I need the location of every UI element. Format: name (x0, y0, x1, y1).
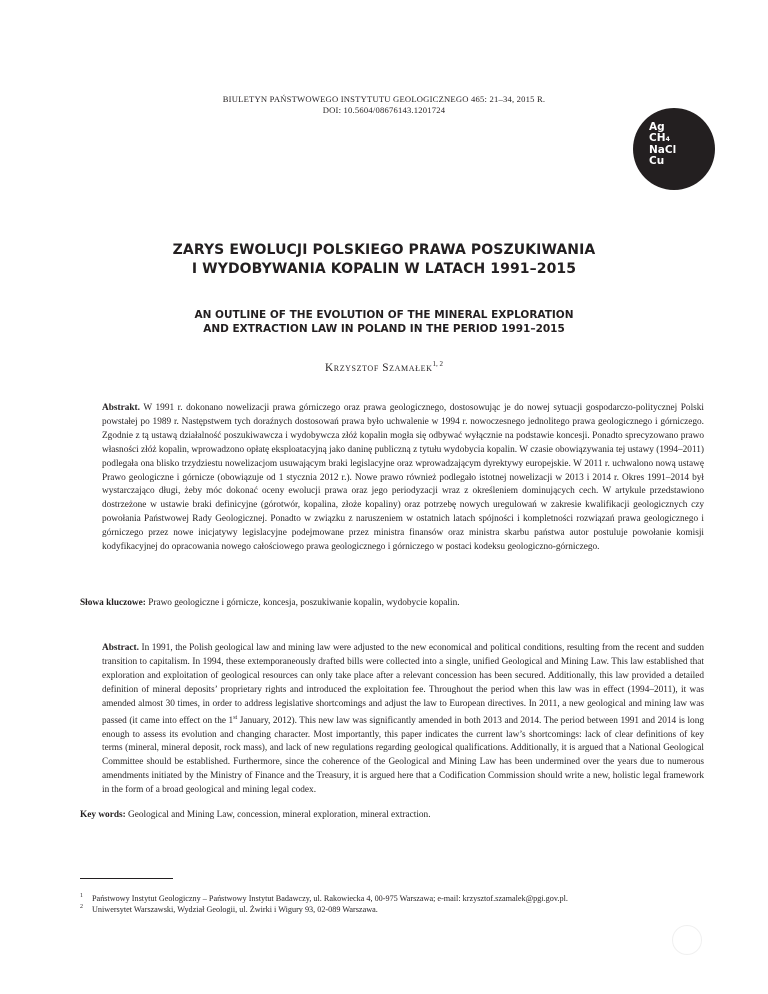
logo-line-4: Cu (649, 154, 665, 167)
keywords-english-text: Geological and Mining Law, concession, mineral exploration, mineral extraction. (128, 810, 431, 820)
abstract-english (80, 642, 704, 798)
abstract-english-label: Abstract. (102, 643, 139, 653)
doi-line: DOI: 10.5604/08676143.1201724 (322, 105, 446, 115)
title-english (0, 308, 768, 336)
title-polish (0, 241, 768, 279)
footnote-2-number: 2 (80, 904, 83, 911)
footnote-1 (80, 893, 700, 904)
logo-line-2: CH₄ (649, 132, 671, 145)
footnotes (80, 893, 700, 916)
footnote-2-text: Uniwersytet Warszawski, Wydział Geologii, ul. Żwirki i Wigury 93, 02-089 Warszawa. (92, 905, 378, 915)
keywords-polish-label: Słowa kluczowe: (80, 598, 146, 608)
journal-logo (633, 108, 715, 190)
author-name: Krzysztof Szamałek (325, 362, 433, 374)
keywords-english (80, 810, 682, 820)
logo-text (649, 122, 676, 167)
keywords-polish-text: Prawo geologiczne i górnicze, koncesja, poszukiwanie kopalin, wydobycie kopalin. (148, 598, 460, 608)
footnote-1-number: 1 (80, 893, 83, 899)
logo-line-1: Ag (649, 121, 665, 133)
title-polish-line-2: I WYDOBYWANIA KOPALIN W LATACH 1991–2015 (191, 261, 577, 277)
keywords-polish (80, 598, 682, 608)
abstract-polish-label: Abstrakt. (102, 403, 140, 413)
watermark-icon (672, 925, 702, 955)
author-affiliation-refs: 1, 2 (432, 360, 443, 368)
keywords-english-label: Key words: (80, 810, 126, 820)
footnote-divider (80, 878, 173, 879)
abstract-english-text-1: In 1991, the Polish geological law and mining law were adjusted to the new economical and political conditions, resulting from the recent and sudden transition to capitalism. In 1994, these extemporaneously drafted bills were collected into a single, unified Geological and Mining Law. This law established that exploration and exploitation of geological resources can only take place after a relevant concession has been secured. Additionally, this law provided a detailed definition of mineral deposits’ proprietary rights and introduced the exploitation fee. Throughout the period when this law was in effect (1994–2011), it was amended almost 30 times, in order to address legislative shortcomings and adjust the law to European directives. In 2011, a new geological and mining law was passed (it came into effect on the 1 (102, 643, 704, 726)
footnote-2 (80, 904, 700, 915)
footnote-1-text: Państwowy Instytut Geologiczny – Państwowy Instytut Badawczy, ul. Rakowiecka 4, 00-975 Warszawa; e-mail: krzysztof.szamalek@pgi.gov.pl. (92, 894, 568, 903)
ordinal-superscript: st (233, 714, 238, 721)
abstract-english-text-2: January, 2012). This new law was significantly amended in both 2013 and 2014. The period between 1991 and 2014 is long enough to assess its evolution and changing character. Most importantly, this paper indicates the current law’s shortcomings: lack of clear definitions of key terms (mineral, mineral deposit, rock mass), and lack of new regulations regarding geological qualifications. Additionally, it is argued that a National Geological Committee should be established. Furthermore, since the coherence of the Geological and Mining Law has been undermined over the years due to numerous amendments initiated by the Ministry of Finance and the Treasury, it is argued here that a Codification Commission should write a new, holistic legal framework in the form of a broad geological and mining legal codex. (102, 715, 704, 796)
author-line (0, 360, 768, 374)
logo-line-3: NaCl (649, 143, 677, 156)
journal-citation: BIULETYN PAŃSTWOWEGO INSTYTUTU GEOLOGICZNEGO 465: 21–34, 2015 R. (222, 94, 546, 104)
abstract-polish (80, 402, 704, 555)
title-english-line-2: AND EXTRACTION LAW IN POLAND IN THE PERIOD 1991–2015 (203, 323, 565, 335)
abstract-polish-text: W 1991 r. dokonano nowelizacji prawa górniczego oraz prawa geologicznego, dostosowując je do nowej sytuacji gospodarczo-politycznej Polski powstałej po 1989 r. Następstwem tych doraźnych dostosowań prawa było uchwalenie w 1994 r. nowoczesnego jednolitego prawa geologicznego i górniczego. Zgodnie z tą ustawą działalność poszukiwawcza i wydobywcza złóż kopalin mogła się odbywać wyłącznie na podstawie koncesji. Ponadto sprecyzowano prawo własności złóż kopalin, wprowadzono opłatę eksploatacyjną jako daninę publiczną z tytułu wydobycia kopalin. W czasie obowiązywania tej ustawy (1994–2011) podlegała ona blisko trzydziestu nowelizacjom usuwającym braki legislacyjne oraz wprowadzającym dyrektywy europejskie. W 2011 r. uchwalono nową ustawę Prawo geologiczne i górnicze (obowiązuje od 1 stycznia 2012 r.). Nowe prawo również podlegało istotnej nowelizacji w 2013 i 2014 r. Okres 1991–2014 był wystarczająco długi, żeby móc dokonać oceny ewolucji prawa oraz jego periodyzacji wraz z określeniem dominujących cech. W artykule przedstawiono dostrzeżone w ustawie braki definicyjne (górotwór, kopalina, złoże kopaliny) oraz potrzebę nowych uregulowań w zakresie kwalifikacji geologicznych czy powołania Państwowej Rady Geologicznej. Ponadto w związku z naruszeniem w ostatnich latach spójności i kompletności rozwiązań prawa geologicznego i górniczego przez nowe inicjatywy legislacyjne podejmowane przez ministra finansów oraz ministra skarbu państwa autor postuluje powołanie komisji kodyfikacyjnej do opracowania nowego całościowego prawa geologicznego i górniczego w postaci kodeksu geologiczno-górniczego. (102, 403, 705, 553)
title-polish-line-1: ZARYS EWOLUCJI POLSKIEGO PRAWA POSZUKIWANIA (172, 242, 596, 258)
title-english-line-1: AN OUTLINE OF THE EVOLUTION OF THE MINERAL EXPLORATION (194, 309, 574, 321)
